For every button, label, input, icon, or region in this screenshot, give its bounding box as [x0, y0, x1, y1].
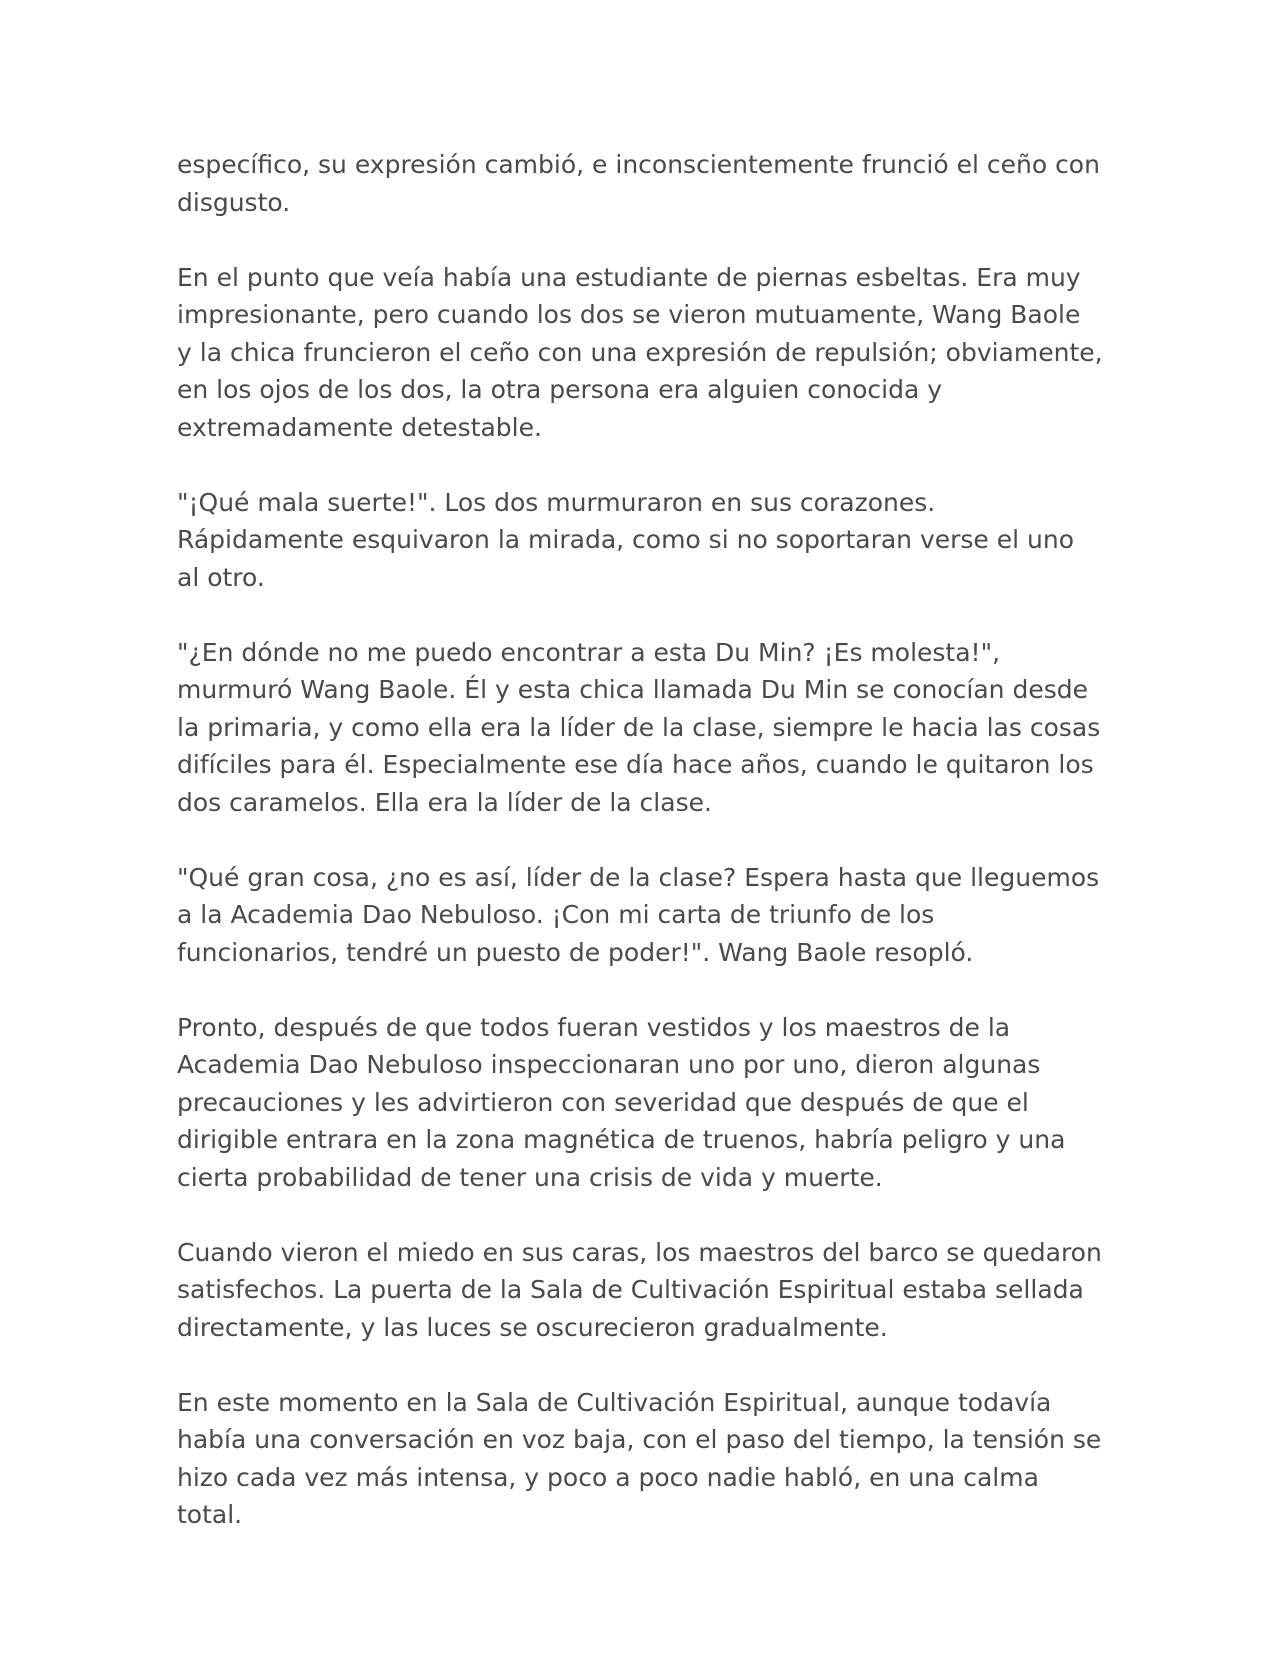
paragraph-7: Cuando vieron el miedo en sus caras, los maestros del barco se quedaron satisfechos. La puerta de la Sala de Cultivación Espiritual estaba sellada directamente, y las luces se oscurecieron gradualmente. [177, 1237, 1102, 1342]
paragraph-5: "Qué gran cosa, ¿no es así, líder de la clase? Espera hasta que lleguemos a la Academia Dao Nebuloso. ¡Con mi carta de triunfo de los funcionarios, tendré un puesto de poder!". Wang Baole resopló. [177, 862, 1100, 967]
paragraph-2: En el punto que veía había una estudiante de piernas esbeltas. Era muy impresionante, pero cuando los dos se vieron mutuamente, Wang Baole y la chica fruncieron el ceño con una expresión de repulsión; obviamente, en los ojos de los dos, la otra persona era alguien conocida y extremadamente detestable. [177, 262, 1103, 442]
paragraph-1: específico, su expresión cambió, e inconscientemente frunció el ceño con disgusto. [177, 150, 1100, 217]
paragraph-4: "¿En dónde no me puedo encontrar a esta Du Min? ¡Es molesta!", murmuró Wang Baole. Él y esta chica llamada Du Min se conocían desde la primaria, y como ella era la líder de la clase, siempre le hacia las cosas difíciles para él. Especialmente ese día hace años, cuando le quitaron los dos caramelos. Ella era la líder de la clase. [177, 637, 1101, 817]
paragraph-3: "¡Qué mala suerte!". Los dos murmuraron en sus corazones. Rápidamente esquivaron la mirada, como si no soportaran verse el uno al otro. [177, 487, 1075, 592]
paragraph-8: En este momento en la Sala de Cultivación Espiritual, aunque todavía había una conversación en voz baja, con el paso del tiempo, la tensión se hizo cada vez más intensa, y poco a poco nadie habló, en una calma total. [177, 1387, 1102, 1529]
paragraph-6: Pronto, después de que todos fueran vestidos y los maestros de la Academia Dao Nebuloso inspeccionaran uno por uno, dieron algunas precauciones y les advirtieron con severidad que después de que el dirigible entrara en la zona magnética de truenos, habría peligro y una cierta probabilidad de tener una crisis de vida y muerte. [177, 1012, 1066, 1192]
document-body [177, 146, 1103, 1571]
